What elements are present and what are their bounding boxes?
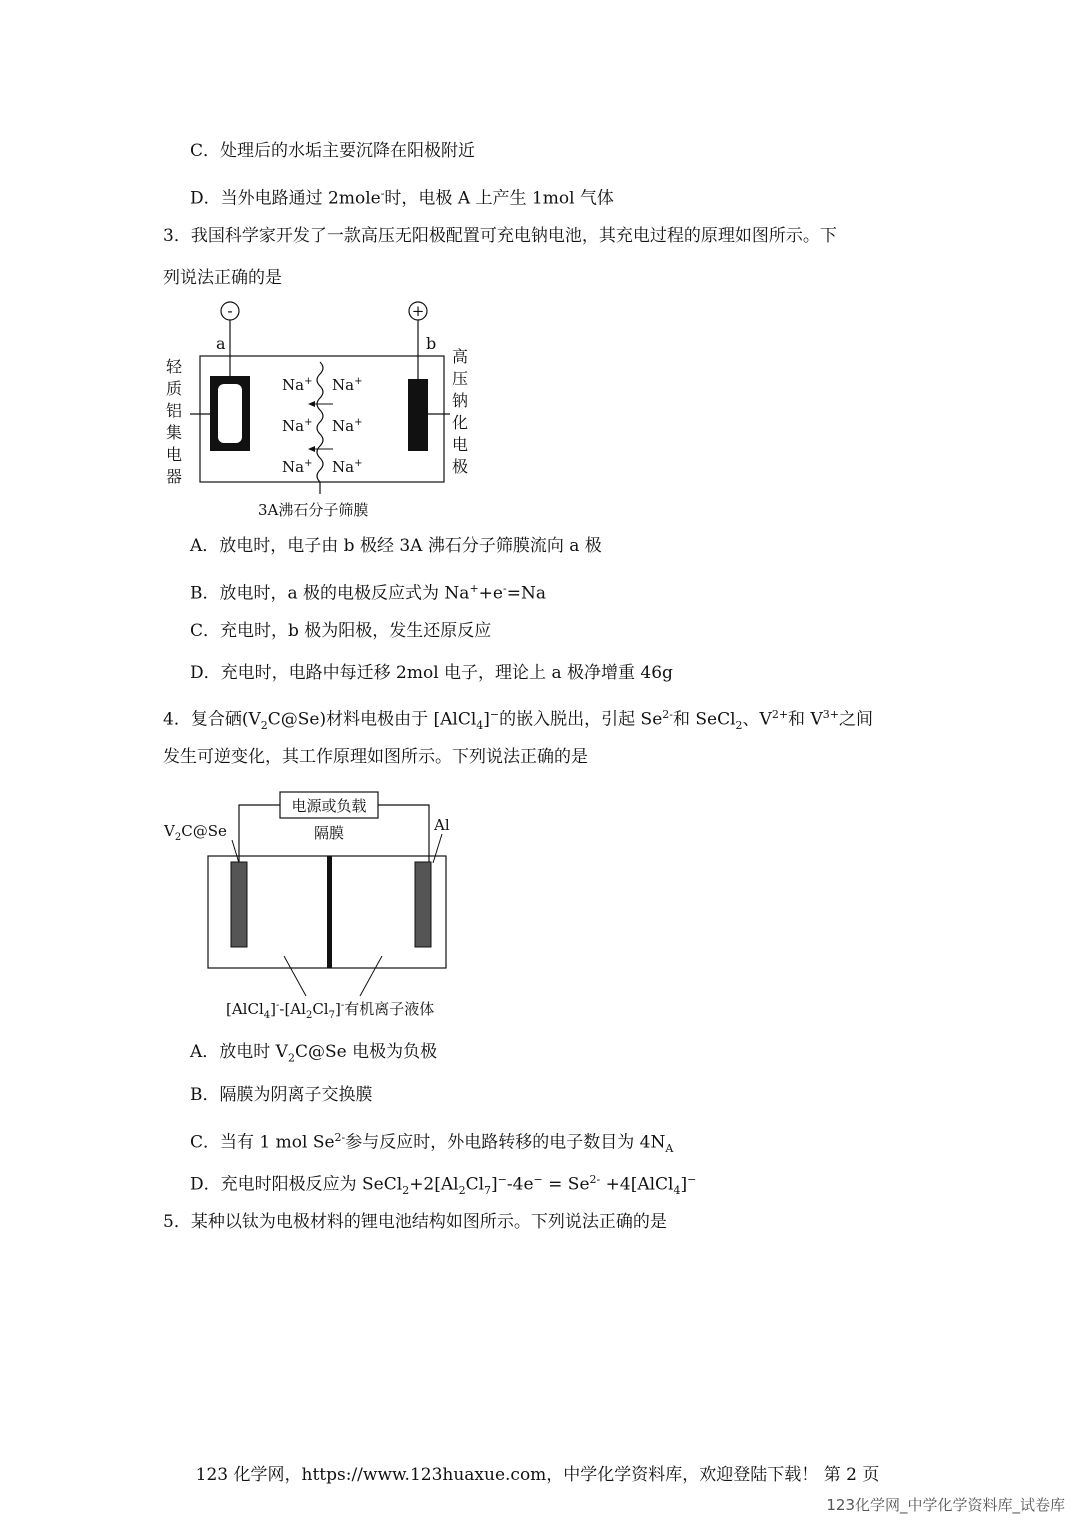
page-footer: 123 化学网，https://www.123huaxue.com，中学化学资料库，欢迎登陆下载！ 第 2 页 <box>195 1465 880 1485</box>
left-vertical-label-4: 电 <box>166 445 183 464</box>
ion-arrow-icon <box>308 446 315 452</box>
positive-sign: + <box>411 302 425 320</box>
label-a: a <box>216 334 226 353</box>
v2c-se-electrode <box>231 862 247 947</box>
left-vertical-label-5: 器 <box>166 467 183 486</box>
zeolite-membrane <box>317 362 323 494</box>
membrane-caption: 3A沸石分子筛膜 <box>258 501 369 519</box>
watermark: 123化学网_中学化学资料库_试卷库 <box>826 1496 1065 1514</box>
right-vertical-label-0: 高 <box>452 347 469 366</box>
right-vertical-label-1: 压 <box>452 369 469 388</box>
q5-stem: 5．某种以钛为电极材料的锂电池结构如图所示。下列说法正确的是 <box>163 1212 667 1232</box>
q4-option-c: C．当有 1 mol $Se^{2-}$参与反应时，外电路转移的电子数目为 $4N_A$ <box>190 1131 674 1156</box>
q3-option-d: D．充电时，电路中每迁移 2mol 电子，理论上 a 极净增重 46g <box>190 663 673 683</box>
separator-membrane <box>327 856 332 968</box>
ionic-liquid-label: $[AlCl_4]^--[Al_2Cl_7]^-$有机离子液体 <box>226 1000 435 1021</box>
q4-stem-line1: 4．复合硒$(V_2C@Se)$材料电极由于 [AlCl$_4$]−的嵌入脱出，引起 $Se^{2-}$和 SeCl$_2$、$V^{2+}$和 $V^{3+}$之间 <box>163 708 873 733</box>
membrane-label: 隔膜 <box>314 824 345 842</box>
ion-label: Na+ <box>282 376 313 394</box>
q3-diagram <box>160 296 500 524</box>
q3-stem-line2: 列说法正确的是 <box>163 268 282 288</box>
sodium-electrode <box>408 379 428 451</box>
q4-option-b: B．隔膜为阴离子交换膜 <box>190 1085 373 1105</box>
ion-label: Na+ <box>332 417 363 435</box>
q3-stem-line1: 3．我国科学家开发了一款高压无阳极配置可充电钠电池，其充电过程的原理如图所示。下 <box>163 226 837 246</box>
q4-option-a: A．放电时 $V_2C@Se$ 电极为负极 <box>190 1042 438 1065</box>
right-vertical-label-5: 极 <box>452 457 469 476</box>
left-vertical-label-2: 铝 <box>166 401 183 420</box>
q4-option-d: D．充电时阳极反应为 $SeCl_2+2[Al_2Cl_7]^--4e^- = Se^{2-}$ +4[AlCl$_4$]− <box>190 1173 697 1198</box>
label-b: b <box>426 334 437 353</box>
al-electrode <box>415 862 431 947</box>
left-electrode-label: $V_2C@Se$ <box>164 822 227 843</box>
right-electrode-label: Al <box>434 816 450 834</box>
q2-option-d: D．当外电路通过 2mole-时，电极 A 上产生 1mol 气体 <box>190 187 614 209</box>
negative-sign: - <box>227 301 233 320</box>
right-vertical-label-4: 电 <box>452 435 469 454</box>
q3-option-b: B．放电时，a 极的电极反应式为 Na++e-=Na <box>190 582 546 604</box>
q4-diagram <box>160 788 460 1024</box>
ion-label: Na+ <box>282 458 313 476</box>
q2-option-c: C．处理后的水垢主要沉降在阳极附近 <box>190 141 476 161</box>
left-vertical-label-3: 集 <box>166 423 183 442</box>
q3-option-a: A．放电时，电子由 b 极经 3A 沸石分子筛膜流向 a 极 <box>190 536 602 556</box>
right-vertical-label-3: 化 <box>452 413 469 432</box>
ion-arrow-icon <box>308 401 315 407</box>
q4-stem-line2: 发生可逆变化，其工作原理如图所示。下列说法正确的是 <box>163 747 588 767</box>
left-vertical-label-0: 轻 <box>166 357 183 376</box>
ion-label: Na+ <box>282 417 313 435</box>
left-vertical-label-1: 质 <box>166 379 183 398</box>
ion-label: Na+ <box>332 376 363 394</box>
q3-option-c: C．充电时，b 极为阳极，发生还原反应 <box>190 621 492 641</box>
power-or-load-label: 电源或负载 <box>291 797 367 815</box>
right-vertical-label-2: 钠 <box>452 391 469 410</box>
ion-label: Na+ <box>332 458 363 476</box>
